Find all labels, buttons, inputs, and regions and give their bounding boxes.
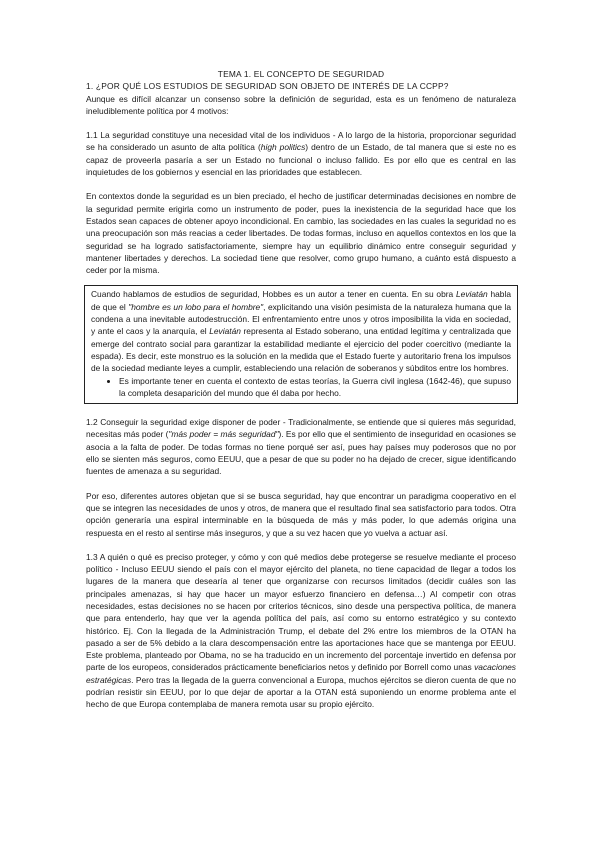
text-run: 1.2 Conseguir la seguridad exige disponer de poder - Tradicionalmente, se entiende que si quieres más seguridad, necesitas más poder (	[86, 417, 516, 440]
text-run: habla de que el	[91, 289, 511, 312]
page-title: TEMA 1. EL CONCEPTO DE SEGURIDAD	[217, 69, 385, 79]
section-1-1-paragraph	[86, 129, 516, 178]
text-run: ) dentro de un Estado, de tal manera que si este no es capaz de proveerla pasaría a ser un Estado no funcional o incluso fallido. Es por ello que es central en las inquietudes de los gobiernos y esencial en las prioridades que establecen.	[86, 142, 517, 178]
text-run: . Pero tras la llegada de la guerra convencional a Europa, muchos ejércitos se dieron cuenta de que no podrían resistir sin EEUU, por lo que dejar de aportar a la OTAN está suponiendo un enorme problema ante el hecho de que Europa contemplaba de manera remota usar su propio ejército.	[86, 674, 516, 710]
document-page	[86, 68, 516, 711]
bullet-list	[91, 375, 511, 400]
text-run: ). Es por ello que el sentimiento de inseguridad en ocasiones se asocia a la falta de poder. De todas formas no tiene porqué ser así, pues hay países muy poderosos que no por ello se sienten más seguros, como EEUU, que a pesar de que su poder no ha dejado de crecer, sigue identificando fuentes de amenaza a su seguridad.	[86, 429, 516, 477]
section-1-3-paragraph	[86, 551, 516, 711]
power-security-paragraph: En contextos donde la seguridad es un bien preciado, el hecho de justificar determinadas decisiones en nombre de la seguridad permite erigirla como un instrumento de poder, pues la inexistencia de la seguridad hace que los Estados sean capaces de obtener apoyo incondicional. En cambio, las sociedades en las cuales la seguridad no es una preocupación son más reacias a ceder libertades. De todas formas, incluso en aquellos contextos en los que la seguridad se ha logrado satisfactoriamente, siempre hay un equilibrio dinámico entre conseguir seguridad y mantener libertades y derechos. La sociedad tiene que resolver, como grupo humano, a cuánto está dispuesto a ceder por la misma.	[86, 191, 516, 276]
text-run: 1.3 A quién o qué es preciso proteger, y cómo y con qué medios debe protegerse se resuelve mediante el proceso político - Incluso EEUU siendo el país con el mayor ejército del planeta, no tiene capacidad de llegar a todos los lugares de la manera que desearía al tener que organizarse con recursos limitados (decidir cuáles son las principales amenazas, si hay que hacer un mayor esfuerzo financiero en defensa…) Al competir con otras necesidades, estas decisiones no se hacen por criterios técnicos, sino desde una perspectiva política, de manera que para entenderlo, hay que ver la agenda política del país, así como su entorno estratégico y su contexto histórico. Ej. Con la llegada de la Administración Trump, el debate del 2% entre los miembros de la OTAN ha pasado a ser de 5% debido a la clara descompensación entre las aportaciones hace que se mantenga por EEUU. Este problema, planteado por Obama, no se ha traducido en un incremento del porcentaje invertido en defensa por parte de los europeos, considerados prácticamente beneficiarios netos y definido por Borrell como unas	[86, 551, 516, 673]
text-run: Cuando hablamos de estudios de seguridad, Hobbes es un autor a tener en cuenta. En su obra	[91, 289, 456, 300]
italic-quote: "hombre es un lobo para el hombre"	[128, 301, 264, 312]
italic-term: Leviatán	[209, 326, 241, 337]
text-run: 1.1 La seguridad constituye una necesidad vital de los individuos - A lo largo de la historia, proporcionar seguridad se ha considerado un asunto de alta política (	[86, 130, 516, 153]
italic-quote: "más poder = más seguridad"	[168, 429, 279, 440]
text-run: representa al Estado soberano, una entidad legítima y centralizada que emerge del contrato social para garantizar la estabilidad mediante el ejercicio del poder coercitivo (mediante la espada). Es decir, este monstruo es la solución en la medida que el Estado fuerte y autoritario frena los impulsos de la sociedad mediante leyes a cumplir, estableciendo una relación de soberanos y súbditos entre los hombres.	[91, 326, 511, 374]
section-1-2-paragraph	[86, 416, 516, 477]
cooperative-paradigm-paragraph: Por eso, diferentes autores objetan que si se busca seguridad, hay que encontrar un paradigma cooperativo en el que se integren las necesidades de unos y otros, de manera que el resultado final sea satisfactorio para todos. Otra opción generaría una espiral interminable en la búsqueda de más y más poder, lo que además origina una respuesta en el resto al sentirse más inseguros, y que a su vez hacen que yo vuelva a actuar así.	[86, 490, 516, 538]
italic-term: high politics	[260, 142, 306, 153]
text-run: , explicitando una visión pesimista de la naturaleza humana que la condena a una inevitable autodestrucción. El enfrentamiento entre unos y otros imposibilita la vida en sociedad, y ante el caos y la anarquía, el	[91, 301, 511, 337]
hobbes-paragraph	[91, 288, 511, 374]
bullet-item: • Es importante tener en cuenta el contexto de estas teorías, la Guerra civil inglesa (1642-46), que supuso la completa desaparición del mundo que él daba por hecho.	[119, 375, 511, 400]
intro-paragraph: Aunque es difícil alcanzar un consenso sobre la definición de seguridad, esta es un fenómeno de naturaleza ineludiblemente política por 4 motivos:	[86, 93, 516, 116]
italic-term: Leviatán	[456, 289, 488, 300]
hobbes-callout-box	[84, 285, 518, 404]
section-question-heading: 1. ¿POR QUÉ LOS ESTUDIOS DE SEGURIDAD SON OBJETO DE INTERÉS DE LA CCPP?	[86, 81, 449, 92]
italic-term: vacaciones estratégicas	[86, 662, 516, 685]
